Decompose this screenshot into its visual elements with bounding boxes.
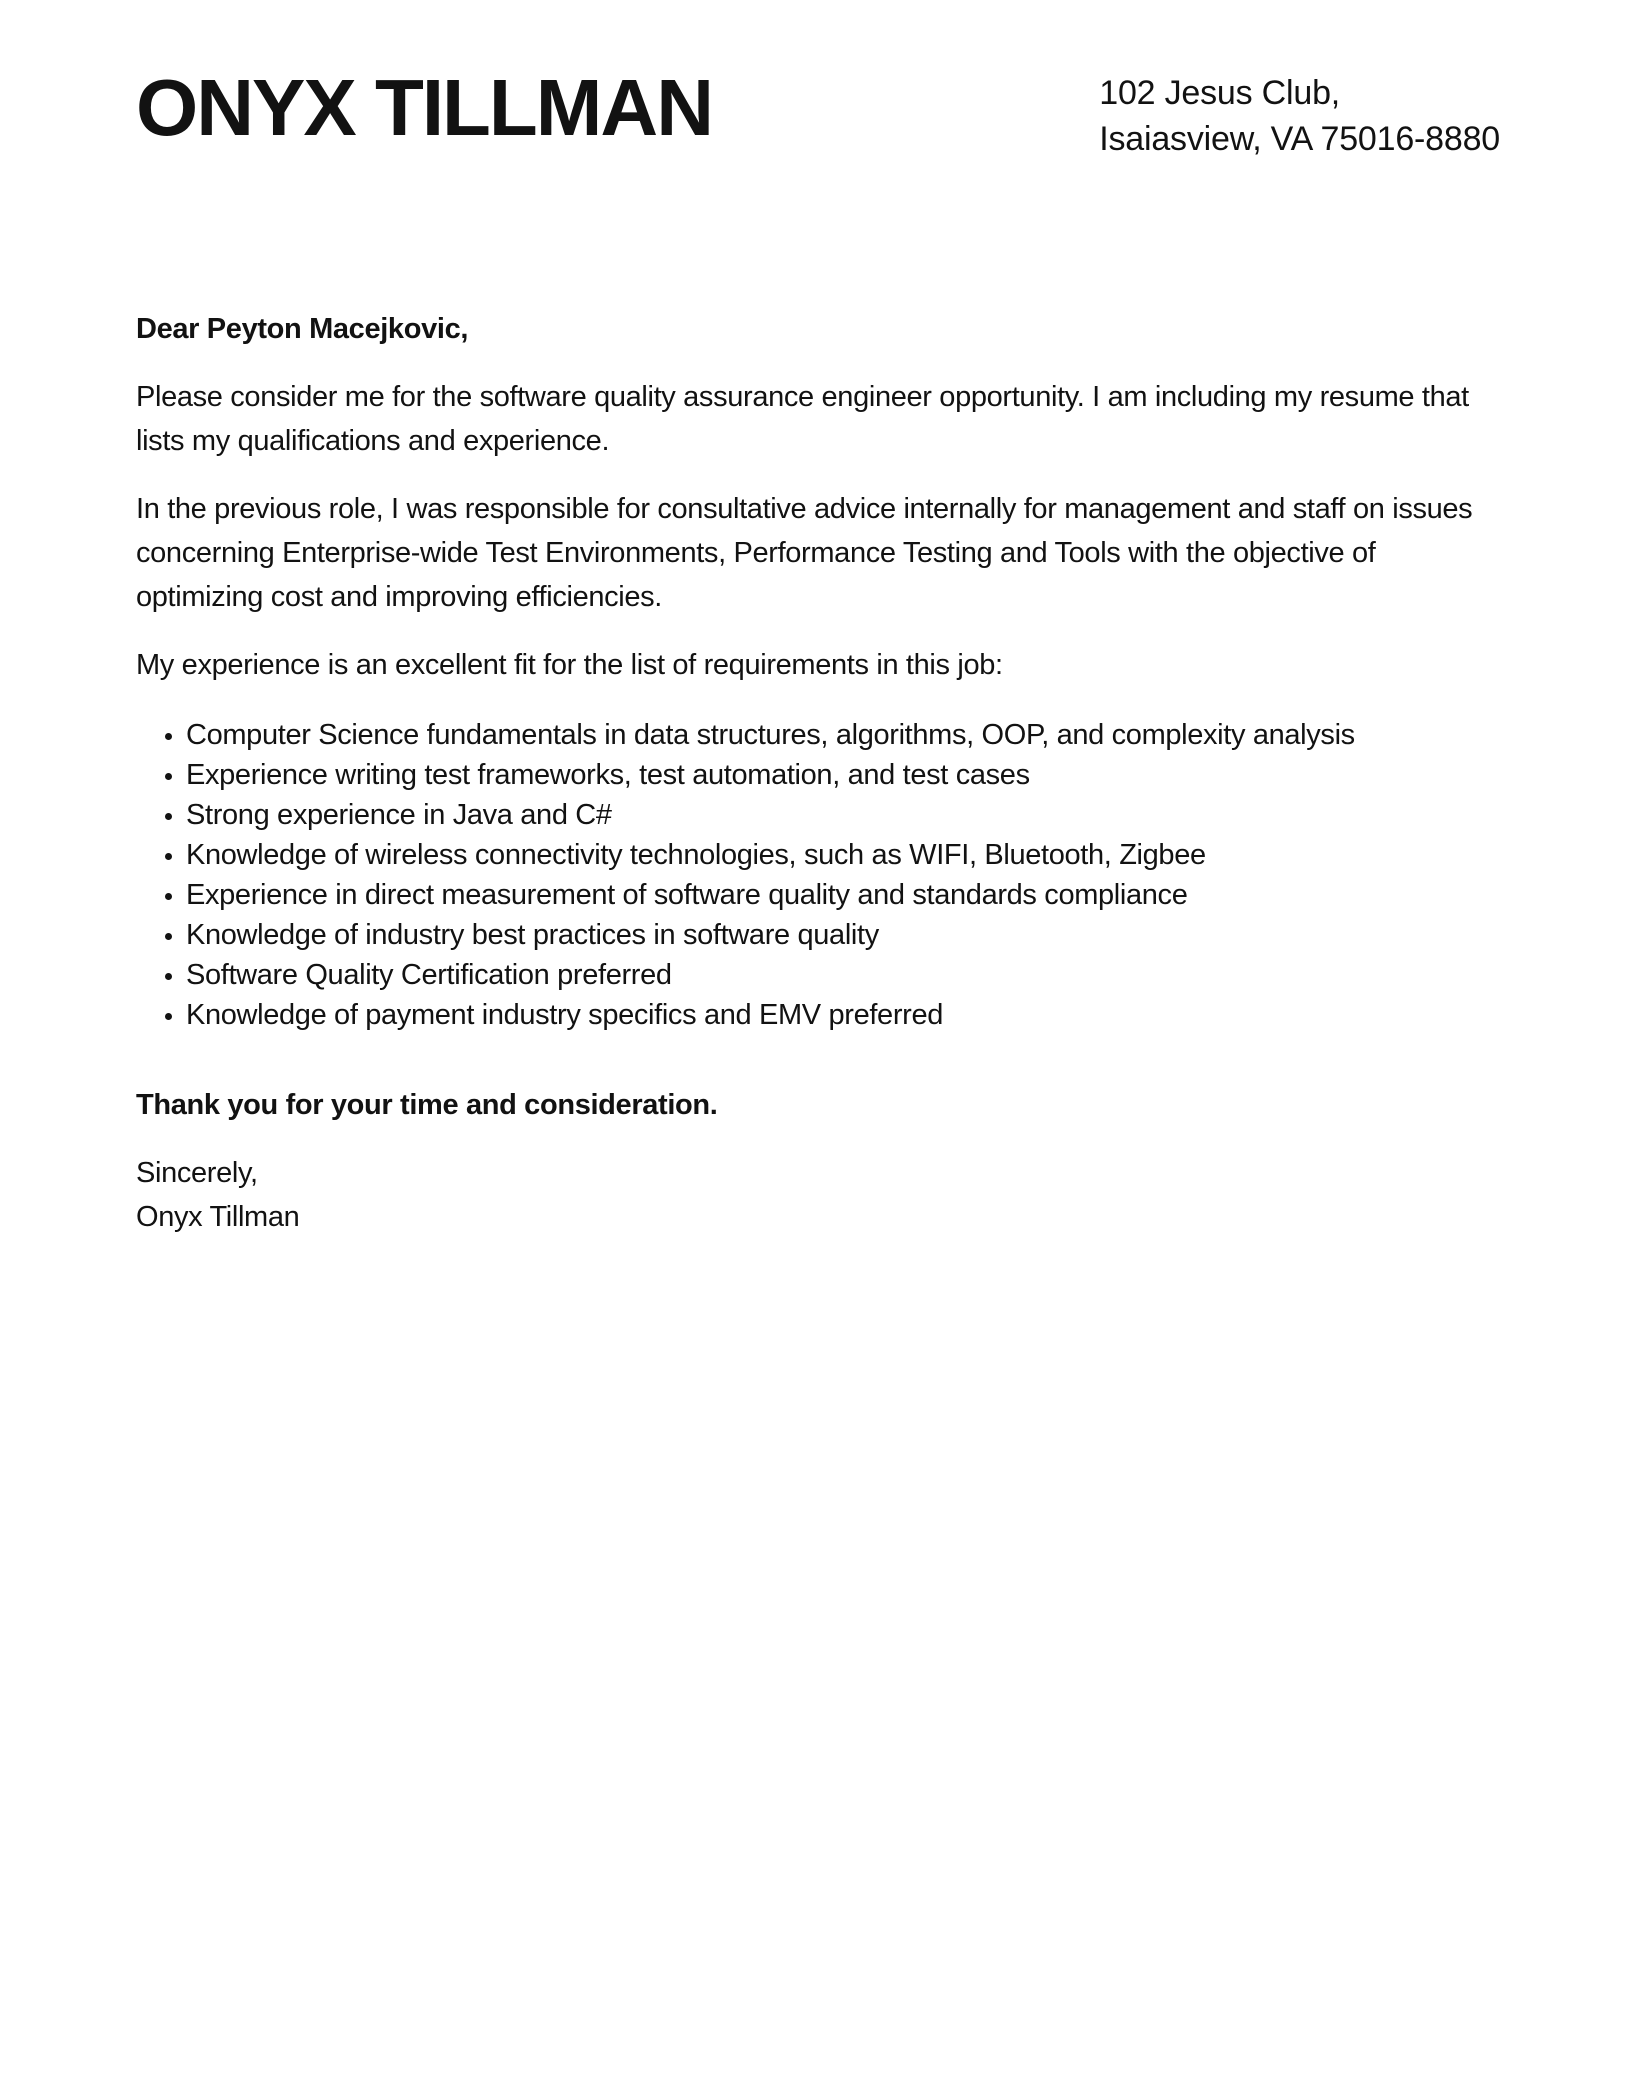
requirement-item: • Strong experience in Java and C#: [186, 795, 1500, 835]
requirements-list: [136, 715, 1500, 1035]
requirement-item: • Experience in direct measurement of software quality and standards compliance: [186, 875, 1500, 915]
requirement-item: • Knowledge of payment industry specifics and EMV preferred: [186, 995, 1500, 1035]
sender-name: ONYX TILLMAN: [136, 63, 712, 152]
signature-name: Onyx Tillman: [136, 1201, 300, 1233]
sender-address: [1099, 70, 1500, 162]
requirement-item: • Software Quality Certification preferred: [186, 955, 1500, 995]
address-line-1: 102 Jesus Club,: [1099, 74, 1341, 112]
requirement-item: • Knowledge of industry best practices in software quality: [186, 915, 1500, 955]
letter-header: [136, 64, 1500, 162]
requirement-item: • Computer Science fundamentals in data structures, algorithms, OOP, and complexity analysis: [186, 715, 1500, 755]
requirement-item: • Experience writing test frameworks, test automation, and test cases: [186, 755, 1500, 795]
requirement-item: • Knowledge of wireless connectivity technologies, such as WIFI, Bluetooth, Zigbee: [186, 835, 1500, 875]
signoff-block: [136, 1151, 1500, 1239]
address-line-2: Isaiasview, VA 75016-8880: [1099, 120, 1500, 158]
letter-body: [136, 307, 1500, 1239]
paragraph-experience-fit: My experience is an excellent fit for the list of requirements in this job:: [136, 649, 1003, 681]
closing-thanks: Thank you for your time and consideration.: [136, 1089, 718, 1121]
paragraph-previous-role: In the previous role, I was responsible for consultative advice internally for management and staff on issues concerning Enterprise-wide Test Environments, Performance Testing and Tools with the objective of optimizing cost and improving efficiencies.: [136, 493, 1473, 613]
salutation: Dear Peyton Macejkovic,: [136, 313, 469, 345]
paragraph-intro: Please consider me for the software quality assurance engineer opportunity. I am including my resume that lists my qualifications and experience.: [136, 381, 1469, 457]
signoff: Sincerely,: [136, 1157, 258, 1189]
